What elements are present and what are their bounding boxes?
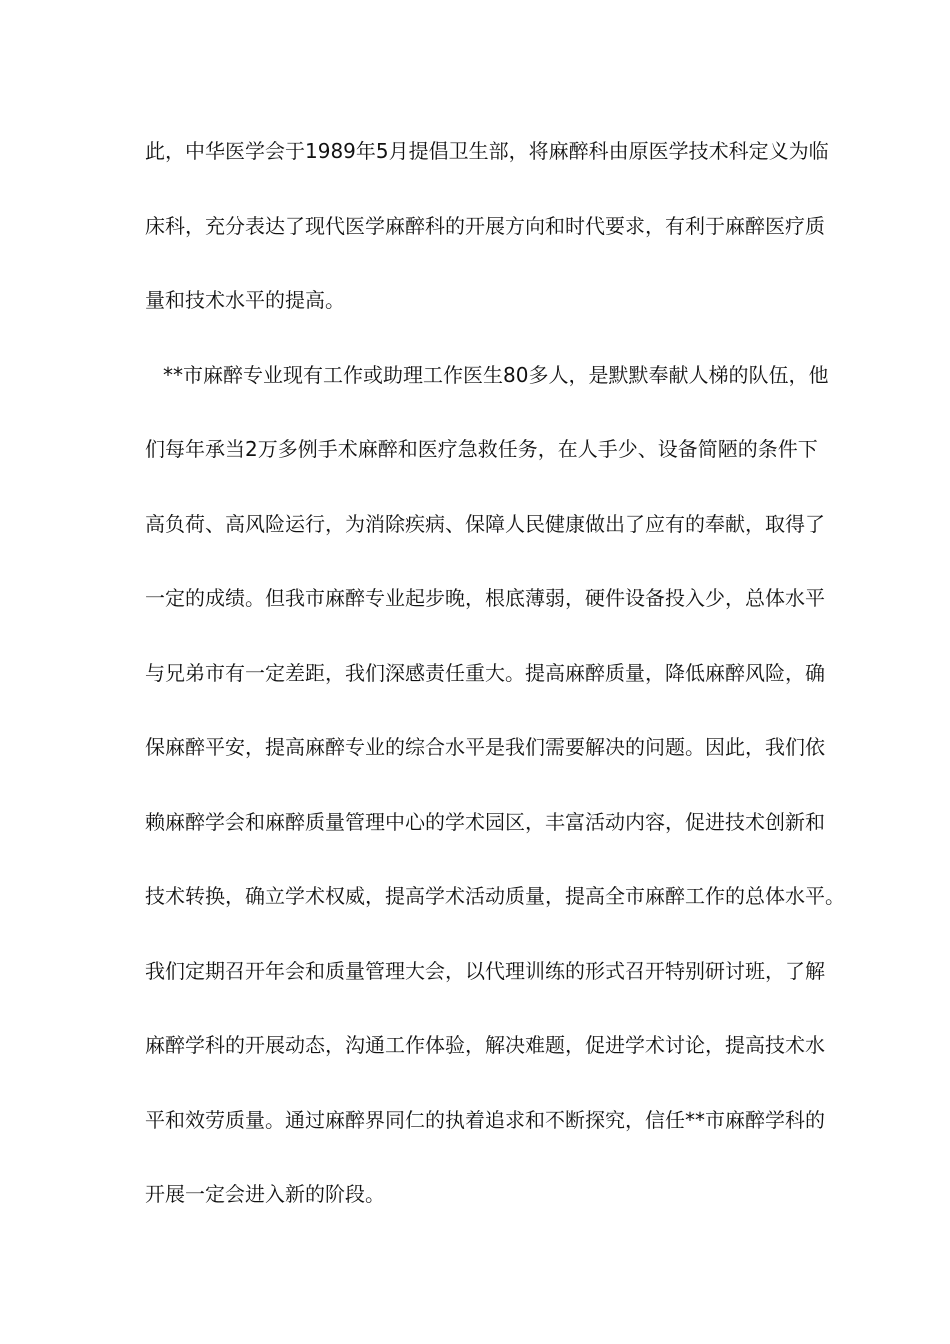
text-line: 此，中华医学会于1989年5月提倡卫生部，将麻醉科由原医学技术科定义为临 bbox=[145, 139, 829, 163]
text-line: 保麻醉平安，提高麻醉专业的综合水平是我们需要解决的问题。因此，我们依 bbox=[145, 735, 825, 759]
body-text bbox=[145, 128, 845, 1246]
text-line: 与兄弟市有一定差距，我们深感责任重大。提高麻醉质量，降低麻醉风险，确 bbox=[145, 660, 825, 685]
text-line: 我们定期召开年会和质量管理大会，以代理训练的形式召开特别研讨班，了解 bbox=[145, 958, 825, 983]
text-line: 高负荷、高风险运行，为消除疾病、保障人民健康做出了应有的奉献，取得了 bbox=[145, 511, 825, 536]
text-line: 麻醉学科的开展动态，沟通工作体验，解决难题，促进学术讨论，提高技术水 bbox=[145, 1033, 825, 1057]
text-line: 开展一定会进入新的阶段。 bbox=[145, 1182, 385, 1206]
text-line: 床科，充分表达了现代医学麻醉科的开展方向和时代要求，有利于麻醉医疗质 bbox=[145, 213, 825, 238]
text-line: 量和技术水平的提高。 bbox=[145, 288, 345, 312]
text-line: 一定的成绩。但我市麻醉专业起步晚，根底薄弱，硬件设备投入少，总体水平 bbox=[145, 586, 825, 610]
text-line: 赖麻醉学会和麻醉质量管理中心的学术园区，丰富活动内容，促进技术创新和 bbox=[145, 809, 825, 834]
text-line: **市麻醉专业现有工作或助理工作医生80多人，是默默奉献人梯的队伍，他 bbox=[163, 362, 829, 387]
text-line: 技术转换，确立学术权威，提高学术活动质量，提高全市麻醉工作的总体水平。 bbox=[145, 884, 845, 908]
text-line: 们每年承当2万多例手术麻醉和医疗急救任务，在人手少、设备简陋的条件下 bbox=[145, 437, 818, 461]
text-line: 平和效劳质量。通过麻醉界同仁的执着追求和不断探究，信任**市麻醉学科的 bbox=[145, 1107, 825, 1132]
